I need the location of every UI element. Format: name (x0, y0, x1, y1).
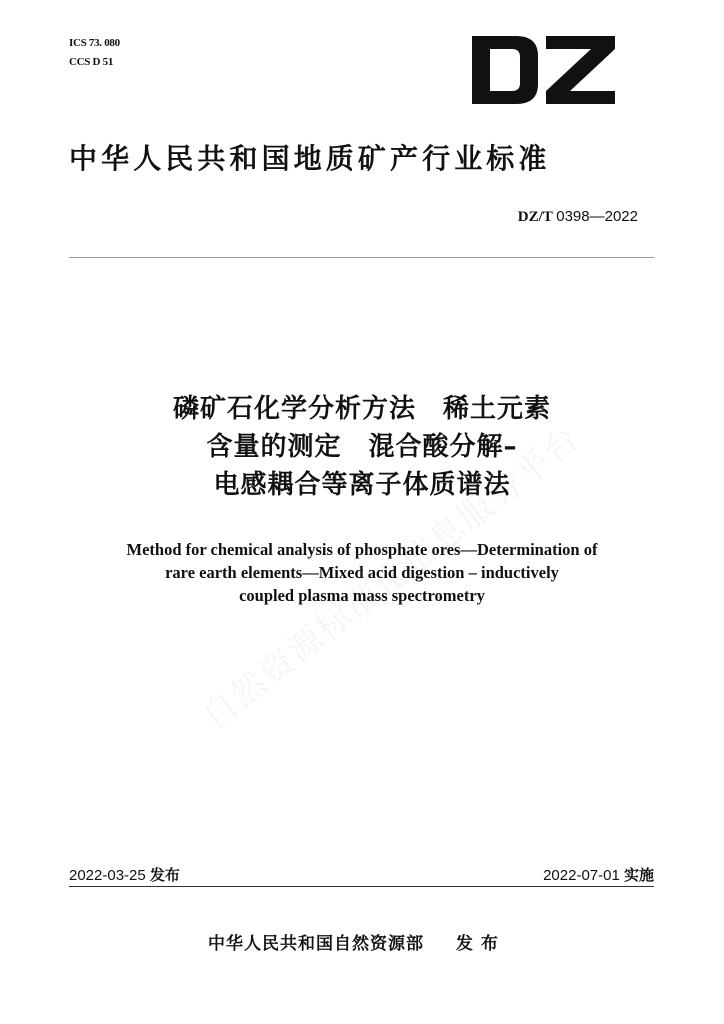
english-title-line: coupled plasma mass spectrometry (239, 586, 485, 605)
publisher-action: 发布 (455, 934, 506, 954)
dz-logo (472, 36, 615, 104)
issue-date-value: 2022-03-25 (69, 867, 146, 884)
standard-number (518, 208, 638, 226)
standard-number-value: 0398—2022 (556, 208, 638, 225)
org-title: 中华人民共和国地质矿产行业标准 (69, 142, 551, 175)
implementation-date-value: 2022-07-01 (543, 867, 620, 884)
chinese-title-line: 磷矿石化学分析方法 稀土元素 (172, 394, 551, 424)
dates-divider (69, 886, 654, 887)
publisher (208, 931, 506, 957)
chinese-title (0, 390, 724, 504)
ccs-code: CCS D 51 (69, 56, 114, 68)
issue-date (69, 864, 180, 887)
classification-codes (69, 34, 120, 72)
chinese-title-line: 含量的测定 混合酸分解– (206, 432, 518, 462)
chinese-title-line: 电感耦合等离子体质谱法 (213, 470, 511, 500)
publisher-department: 中华人民共和国自然资源部 (208, 934, 424, 954)
issue-date-label: 发布 (149, 866, 180, 884)
standard-number-prefix: DZ/T (517, 209, 553, 225)
implementation-date-label: 实施 (623, 866, 654, 884)
english-title-line: Method for chemical analysis of phosphate ores—Determination of (126, 540, 598, 559)
ics-code: ICS 73. 080 (69, 37, 120, 49)
implementation-date (543, 864, 654, 887)
header-divider (69, 257, 654, 258)
english-title-line: rare earth elements—Mixed acid digestion – inductively (165, 563, 559, 582)
